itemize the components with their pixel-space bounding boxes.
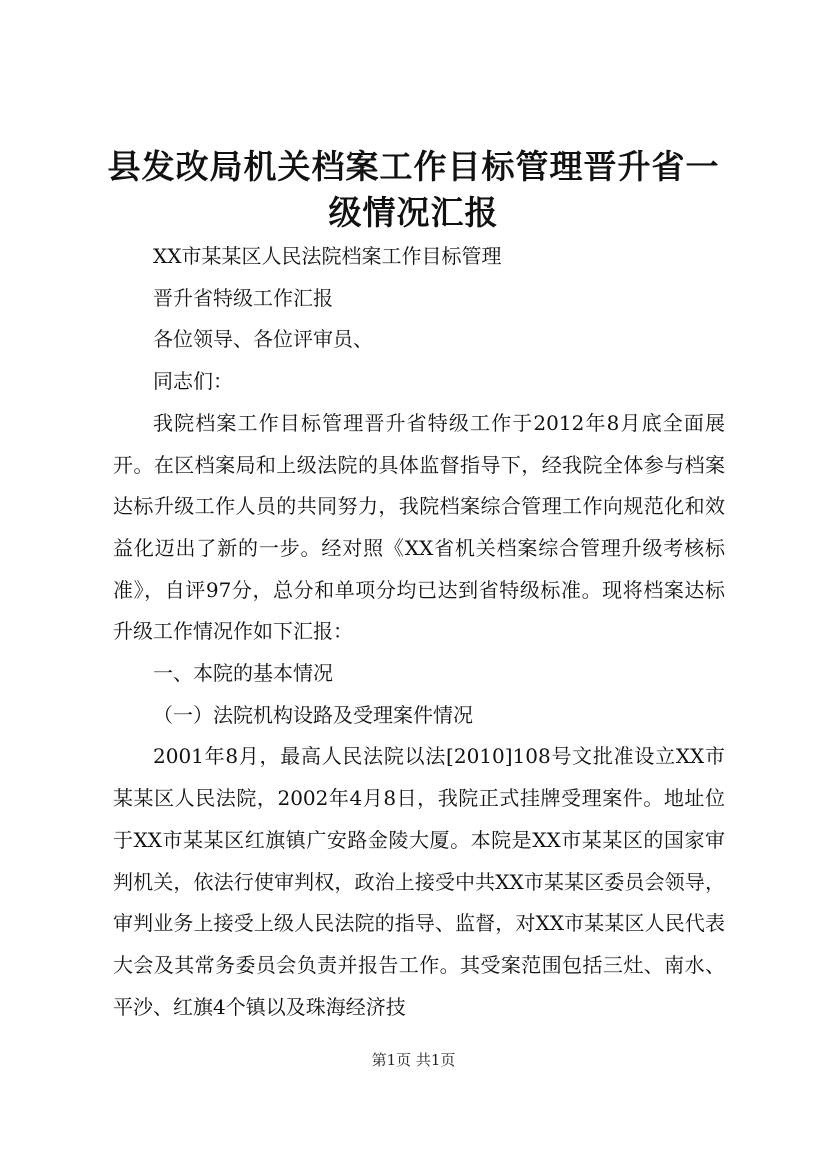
section-heading: 一、本院的基本情况 <box>153 661 333 686</box>
subsection-heading: （一）法院机构设路及受理案件情况 <box>153 702 473 727</box>
court-info-paragraph: 2001年8月，最高人民法院以法[2010]108号文批准设立XX市某某区人民法院，2002年4月8日，我院正式挂牌受理案件。地址位于XX市某某区红旗镇广安路金陵大厦。本院是XX市某某区的国家审判机关，依法行使审判权，政治上接受中共XX市某某区委员会领导，审判业务上接受上级人民法院的指导、监督，对XX市某某区人民代表大会及其常务委员会负责并报告工作。其受案范围包括三灶、南水、平沙、红旗4个镇以及珠海经济技 <box>113 744 725 1019</box>
document-title: 县发改局机关档案工作目标管理晋升省一级情况汇报 <box>107 147 720 232</box>
intro-paragraph: 我院档案工作目标管理晋升省特级工作于2012年8月底全面展开。在区档案局和上级法院的具体监督指导下，经我院全体参与档案达标升级工作人员的共同努力，我院档案综合管理工作向规范化和效益化迈出了新的一步。经对照《XX省机关档案综合管理升级考核标准》，自评97分，总分和单项分均已达到省特级标准。现将档案达标升级工作情况作如下汇报： <box>113 410 725 644</box>
document-body <box>113 236 725 1028</box>
subtitle-line-2: 晋升省特级工作汇报 <box>153 285 333 310</box>
salutation-line-1: 各位领导、各位评审员、 <box>153 327 373 352</box>
salutation-line-2: 同志们： <box>153 369 233 394</box>
subtitle-line-1: XX市某某区人民法院档案工作目标管理 <box>153 244 502 268</box>
page-footer: 第1页 共1页 <box>371 1051 456 1069</box>
